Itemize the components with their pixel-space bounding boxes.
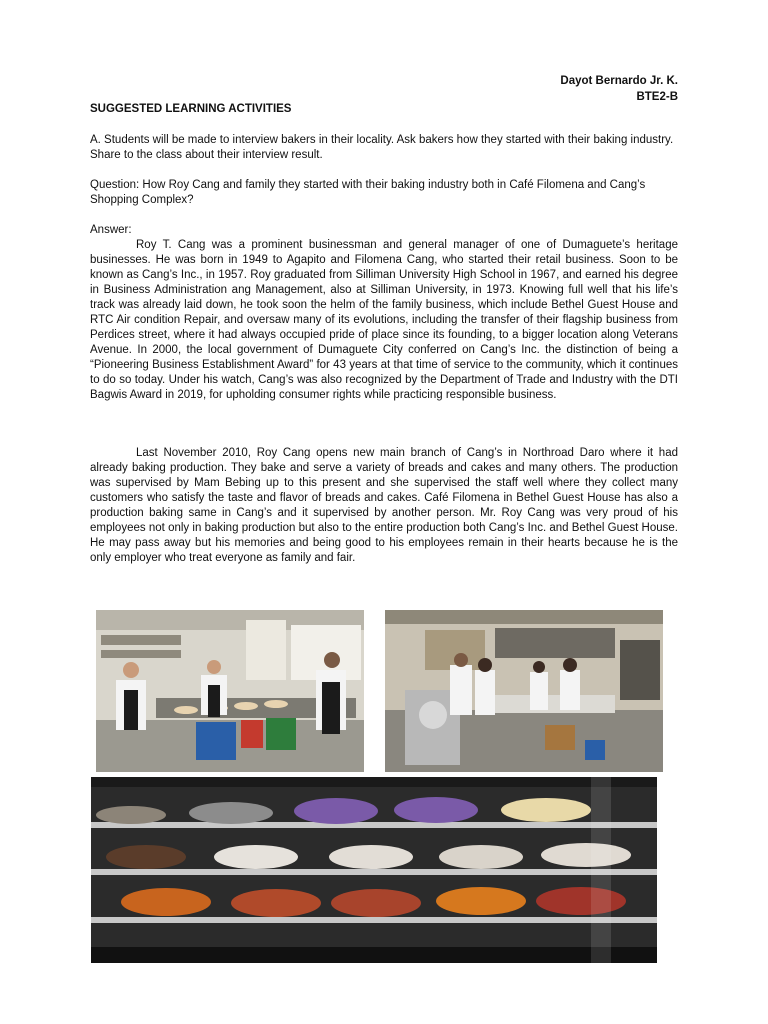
question-text: Question: How Roy Cang and family they started with their baking industry both in Café Filomena and Cang’s Shopping Complex? (90, 179, 646, 206)
cake-display-photo (91, 777, 657, 963)
answer-paragraph-1: Roy T. Cang was a prominent businessman and general manager of one of Dumaguete’s heritage businesses. He was born in 1949 to Agapito and Filomena Cang, who started their retail business. Soon to be known as Cang’s Inc., in 1957. Roy graduated from Silliman University High School in 1967, and earned his degree in Business Administration ang Management, also at Silliman University, in 1973. Knowing full well that his life’s track was already laid down, he took soon the helm of the family business, which include Bethel Guest House and RTC Air condition Repair, and oversaw many of its evolutions, including the transfer of their flagship business from Perdices street, where it had always occupied pride of place since its founding, to a bigger location along Veterans Avenue. In 2000, the local government of Dumaguete City conferred on Cang’s Inc. the distinction of being a “Pioneering Business Establishment Award” for 43 years at that time of service to the community, which it continues to do so today. Under his watch, Cang’s was also recognized by the Department of Trade and Industry with the DTI Bagwis Award in 2019, for upholding consumer rights while practicing responsible business. (90, 239, 678, 401)
answer-label: Answer: (90, 224, 132, 236)
activity-text: A. Students will be made to interview bakers in their locality. Ask bakers how they started with their baking industry. Share to the class about their interview result. (90, 134, 674, 161)
author-block (560, 73, 678, 105)
answer-paragraph-2: Last November 2010, Roy Cang opens new main branch of Cang’s in Northroad Daro where it had already baking production. They bake and serve a variety of breads and cakes and many others. The production was supervised by Mam Bebing up to this present and she supervised the staff well where they collect many customers who satisfy the taste and flavor of breads and cakes. Café Filomena in Bethel Guest House has also a production baking same in Cang’s and it supervised by another person. Mr. Roy Cang was very proud of his employees not only in baking production but also to the entire production both Cang’s Inc. and Bethel Guest House. He may pass away but his memories and being good to his employees remain in their hearts because he is the only employer who treat everyone as family and fair. (90, 447, 678, 564)
baking-production-photo (385, 610, 663, 772)
document-title: SUGGESTED LEARNING ACTIVITIES (90, 103, 292, 115)
class-section: BTE2-B (636, 91, 678, 103)
bakery-kitchen-photo (96, 610, 364, 772)
author-name: Dayot Bernardo Jr. K. (560, 75, 678, 87)
